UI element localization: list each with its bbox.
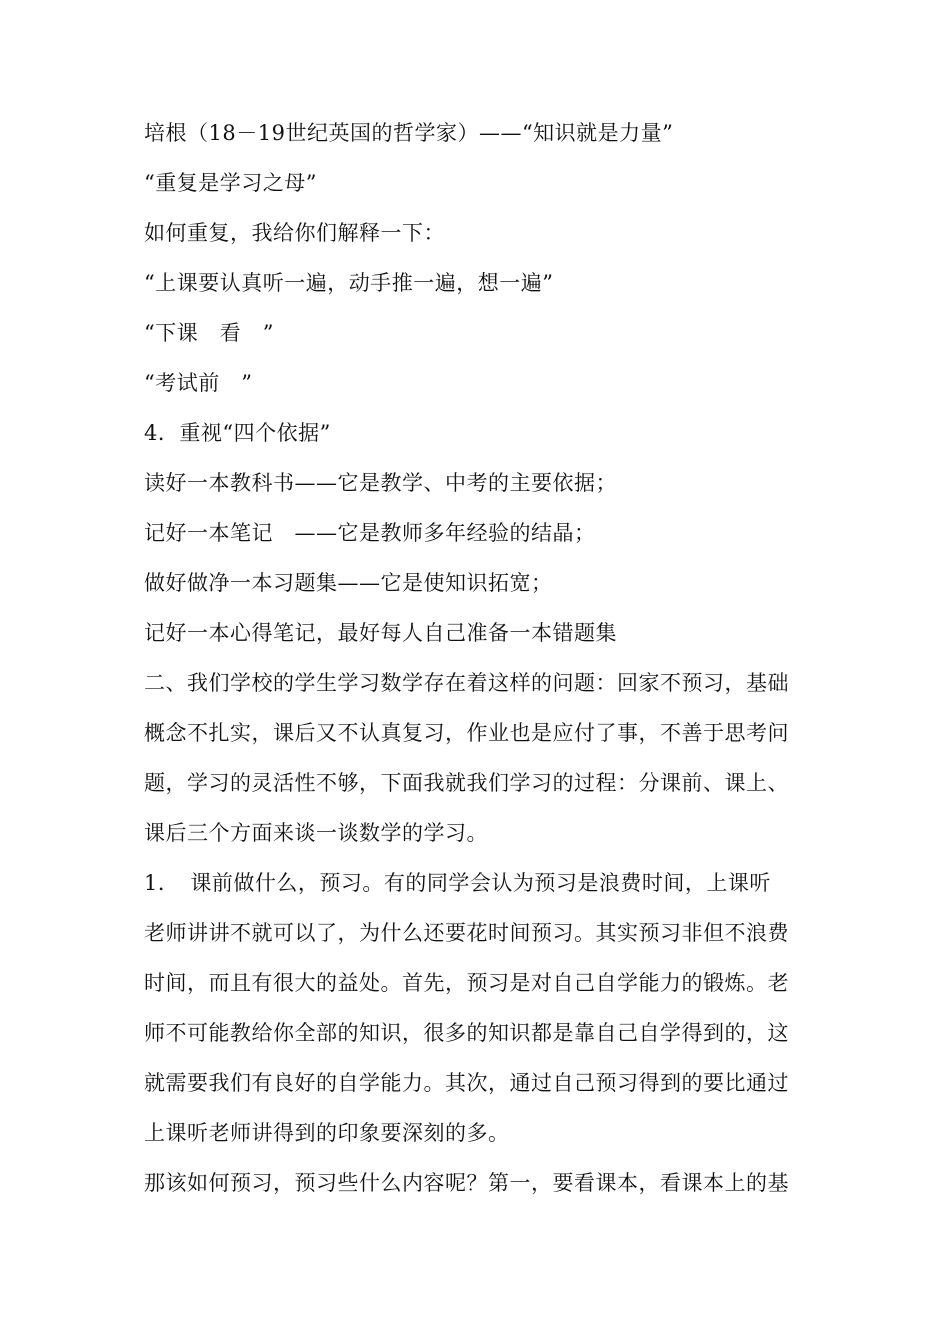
- paragraph-preview: [144, 868, 812, 1148]
- paragraph-line: 时间，而且有很大的益处。首先，预习是对自己自学能力的锻炼。老: [144, 971, 789, 995]
- text-line: “上课要认真听一遍，动手推一遍，想一遍”: [144, 271, 554, 295]
- paragraph-line: 二、我们学校的学生学习数学存在着这样的问题：回家不预习，基础: [144, 671, 789, 695]
- text-line: 记好一本心得笔记，最好每人自己准备一本错题集: [144, 621, 617, 645]
- paragraph-line: 上课听老师讲得到的印象要深刻的多。: [144, 1121, 510, 1145]
- paragraph-problems: [144, 668, 812, 848]
- paragraph-line: 课后三个方面来谈一谈数学的学习。: [144, 821, 488, 845]
- text-line: “重复是学习之母”: [144, 171, 317, 195]
- text-line: 做好做净一本习题集——它是使知识拓宽；: [144, 571, 553, 595]
- paragraph-how-to-preview: [144, 1168, 812, 1198]
- paragraph-line: 师不可能教给你全部的知识，很多的知识都是靠自己自学得到的，这: [144, 1021, 789, 1045]
- paragraph-line: 题，学习的灵活性不够，下面我就我们学习的过程：分课前、课上、: [144, 771, 789, 795]
- paragraph-line: 老师讲讲不就可以了，为什么还要花时间预习。其实预习非但不浪费: [144, 921, 789, 945]
- section-heading: 4．重视“四个依据”: [144, 421, 331, 445]
- text-line: 培根（18－19世纪英国的哲学家）——“知识就是力量”: [144, 121, 674, 145]
- paragraph-line: 1． 课前做什么，预习。有的同学会认为预习是浪费时间，上课听: [144, 871, 771, 895]
- text-line: 读好一本教科书——它是教学、中考的主要依据；: [144, 471, 617, 495]
- paragraph-line: 概念不扎实，课后又不认真复习，作业也是应付了事，不善于思考问: [144, 721, 789, 745]
- paragraph-line: 那该如何预习，预习些什么内容呢？第一，要看课本，看课本上的基: [144, 1171, 789, 1195]
- text-line: “考试前 ”: [144, 371, 253, 395]
- paragraph-line: 就需要我们有良好的自学能力。其次，通过自己预习得到的要比通过: [144, 1071, 789, 1095]
- document-body: [144, 118, 812, 1218]
- text-line: 如何重复，我给你们解释一下：: [144, 221, 445, 245]
- text-line: “下课 看 ”: [144, 321, 274, 345]
- text-line: 记好一本笔记 ——它是教师多年经验的结晶；: [144, 521, 596, 545]
